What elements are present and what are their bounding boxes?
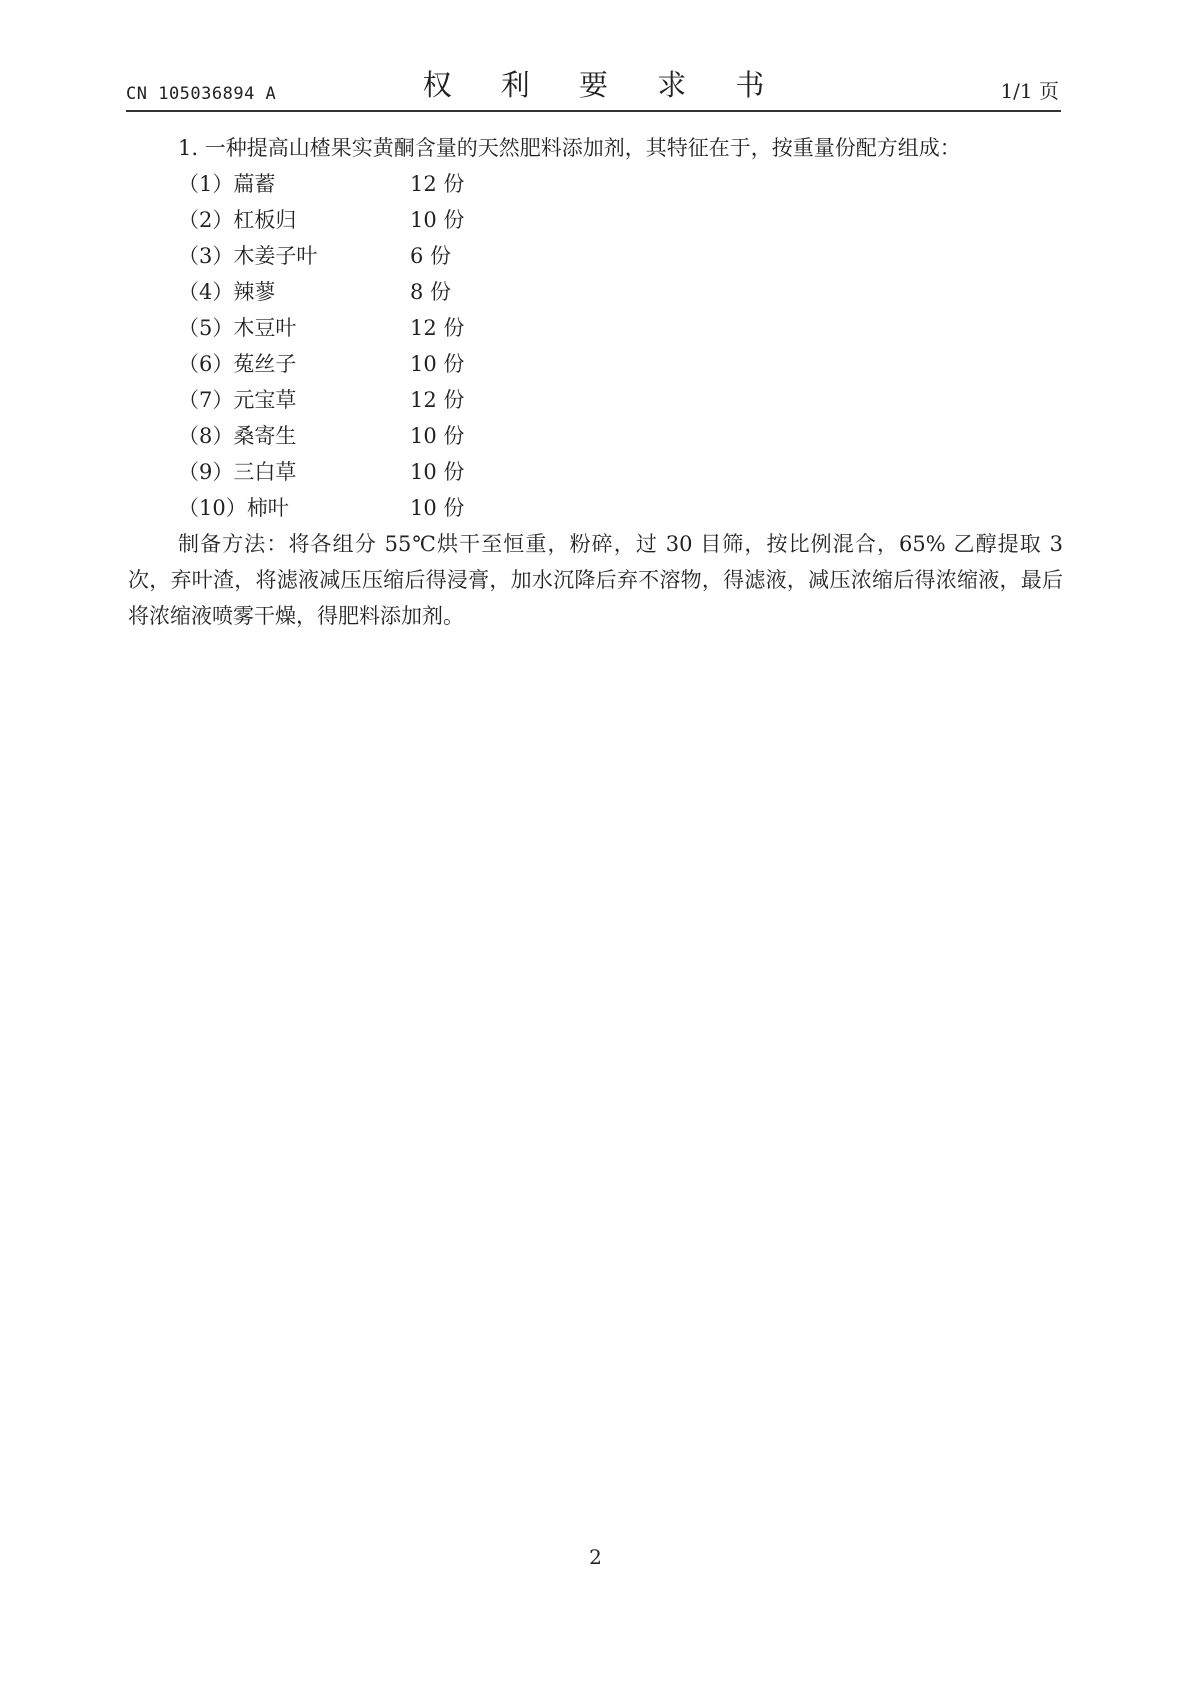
page-number: 2 bbox=[589, 1545, 602, 1569]
ingredient-amount: 10 份 bbox=[410, 460, 465, 484]
ingredient-row bbox=[128, 238, 1063, 274]
ingredient-name: （2）杠板归 bbox=[178, 208, 297, 232]
document-title: 权 利 要 求 书 bbox=[422, 68, 785, 102]
ingredient-list bbox=[128, 166, 1063, 526]
claims-body bbox=[128, 130, 1063, 634]
ingredient-name: （5）木豆叶 bbox=[178, 316, 297, 340]
ingredient-name: （10）柿叶 bbox=[178, 496, 289, 520]
ingredient-row bbox=[128, 418, 1063, 454]
ingredient-row bbox=[128, 274, 1063, 310]
ingredient-name: （9）三白草 bbox=[178, 460, 297, 484]
ingredient-amount: 10 份 bbox=[410, 424, 465, 448]
ingredient-row bbox=[128, 202, 1063, 238]
ingredient-amount: 6 份 bbox=[410, 244, 452, 268]
preparation-method: 制备方法：将各组分 55℃烘干至恒重，粉碎，过 30 目筛，按比例混合，65% 乙醇提取 3 次，弃叶渣，将滤液减压压缩后得浸膏，加水沉降后弃不溶物，得滤液，减压浓缩后得浓缩液，最后将浓缩液喷雾干燥，得肥料添加剂。 bbox=[128, 532, 1063, 628]
page-count: 1/1 页 bbox=[1000, 79, 1059, 103]
ingredient-row bbox=[128, 454, 1063, 490]
ingredient-amount: 10 份 bbox=[410, 208, 465, 232]
ingredient-row bbox=[128, 166, 1063, 202]
ingredient-amount: 12 份 bbox=[410, 172, 465, 196]
ingredient-name: （7）元宝草 bbox=[178, 388, 297, 412]
ingredient-name: （6）菟丝子 bbox=[178, 352, 297, 376]
ingredient-amount: 8 份 bbox=[410, 280, 452, 304]
ingredient-row bbox=[128, 382, 1063, 418]
ingredient-amount: 10 份 bbox=[410, 352, 465, 376]
ingredient-row bbox=[128, 490, 1063, 526]
ingredient-name: （1）萹蓄 bbox=[178, 172, 276, 196]
claim-intro: 1. 一种提高山楂果实黄酮含量的天然肥料添加剂，其特征在于，按重量份配方组成： bbox=[178, 136, 961, 160]
ingredient-row bbox=[128, 310, 1063, 346]
document-header bbox=[126, 68, 1061, 112]
ingredient-row bbox=[128, 346, 1063, 382]
ingredient-name: （8）桑寄生 bbox=[178, 424, 297, 448]
ingredient-name: （3）木姜子叶 bbox=[178, 244, 318, 268]
ingredient-amount: 12 份 bbox=[410, 316, 465, 340]
ingredient-amount: 12 份 bbox=[410, 388, 465, 412]
ingredient-name: （4）辣蓼 bbox=[178, 280, 276, 304]
patent-number: CN 105036894 A bbox=[126, 84, 277, 104]
ingredient-amount: 10 份 bbox=[410, 496, 465, 520]
